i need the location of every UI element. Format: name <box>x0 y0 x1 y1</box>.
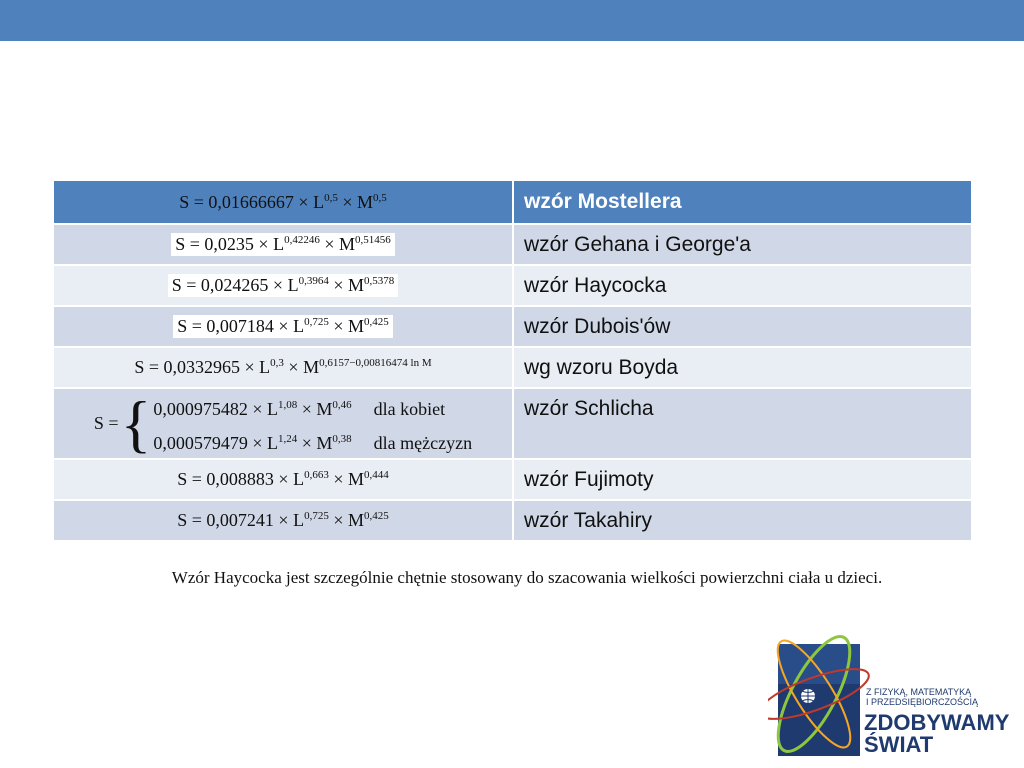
formula-name: wzór Mostellera <box>513 180 972 224</box>
table-row <box>53 224 972 265</box>
formula-name: wzór Fujimoty <box>513 459 972 500</box>
formula-dubois: S = 0,007184 × L$^{0,725}$ × M$^{0,425}$ <box>53 306 513 347</box>
table-row <box>53 180 972 224</box>
table-row <box>53 347 972 388</box>
project-logo <box>768 622 1024 768</box>
formula-gehan-george: $S = 0,0235 \times L^{0,42246} \times M^{0,51456}$ <box>53 224 513 265</box>
logo-title-2: ŚWIAT <box>864 732 934 757</box>
formulas-table <box>52 179 973 542</box>
formula-takahira: S = 0,007241 × L$^{0,725}$ × M$^{0,425}$ <box>53 500 513 541</box>
logo-tagline-1: Z FIZYKĄ, MATEMATYKĄ <box>866 687 972 697</box>
table-row <box>53 388 972 459</box>
formula-schlich: S = { 0,000975482 × L$^{1,08}$ × M$^{0,46}$ dla kobiet 0,000579479 × L$^{1,24}$ × M$^{0,38}$ dla mężczyzn <box>53 388 513 459</box>
left-brace: { <box>120 387 152 459</box>
footnote-text: Wzór Haycocka jest szczególnie chętnie stosowany do szacowania wielkości powierzchni ciała u dzieci. <box>171 568 883 587</box>
top-banner <box>0 0 1024 41</box>
logo-title-1: ZDOBYWAMY <box>864 710 1010 735</box>
formula-fujimoto: S = 0,008883 × L$^{0,663}$ × M$^{0,444}$ <box>53 459 513 500</box>
formula-mostellera: S = 0,01666667 × L$^{0,5}$ × M$^{0,5}$ <box>53 180 513 224</box>
formula-boyd: $S = 0,0332965 \times L^{0,3} \times M^{0,6157-0,00816474 ln M}$ <box>53 347 513 388</box>
formula-name: wzór Gehana i George'a <box>513 224 972 265</box>
table-row <box>53 306 972 347</box>
logo-tagline-2: I PRZEDSIĘBIORCZOŚCIĄ <box>866 697 979 707</box>
formula-name: wg wzoru Boyda <box>513 347 972 388</box>
table-row <box>53 459 972 500</box>
formula-name: wzór Schlicha <box>513 388 972 459</box>
formula-haycock: $S = 0,024265 \times L^{0,3964} \times M^{0,5378}$ <box>53 265 513 306</box>
table-row <box>53 265 972 306</box>
formula-name: wzór Takahiry <box>513 500 972 541</box>
formula-name: wzór Dubois'ów <box>513 306 972 347</box>
table-row <box>53 500 972 541</box>
formula-name: wzór Haycocka <box>513 265 972 306</box>
